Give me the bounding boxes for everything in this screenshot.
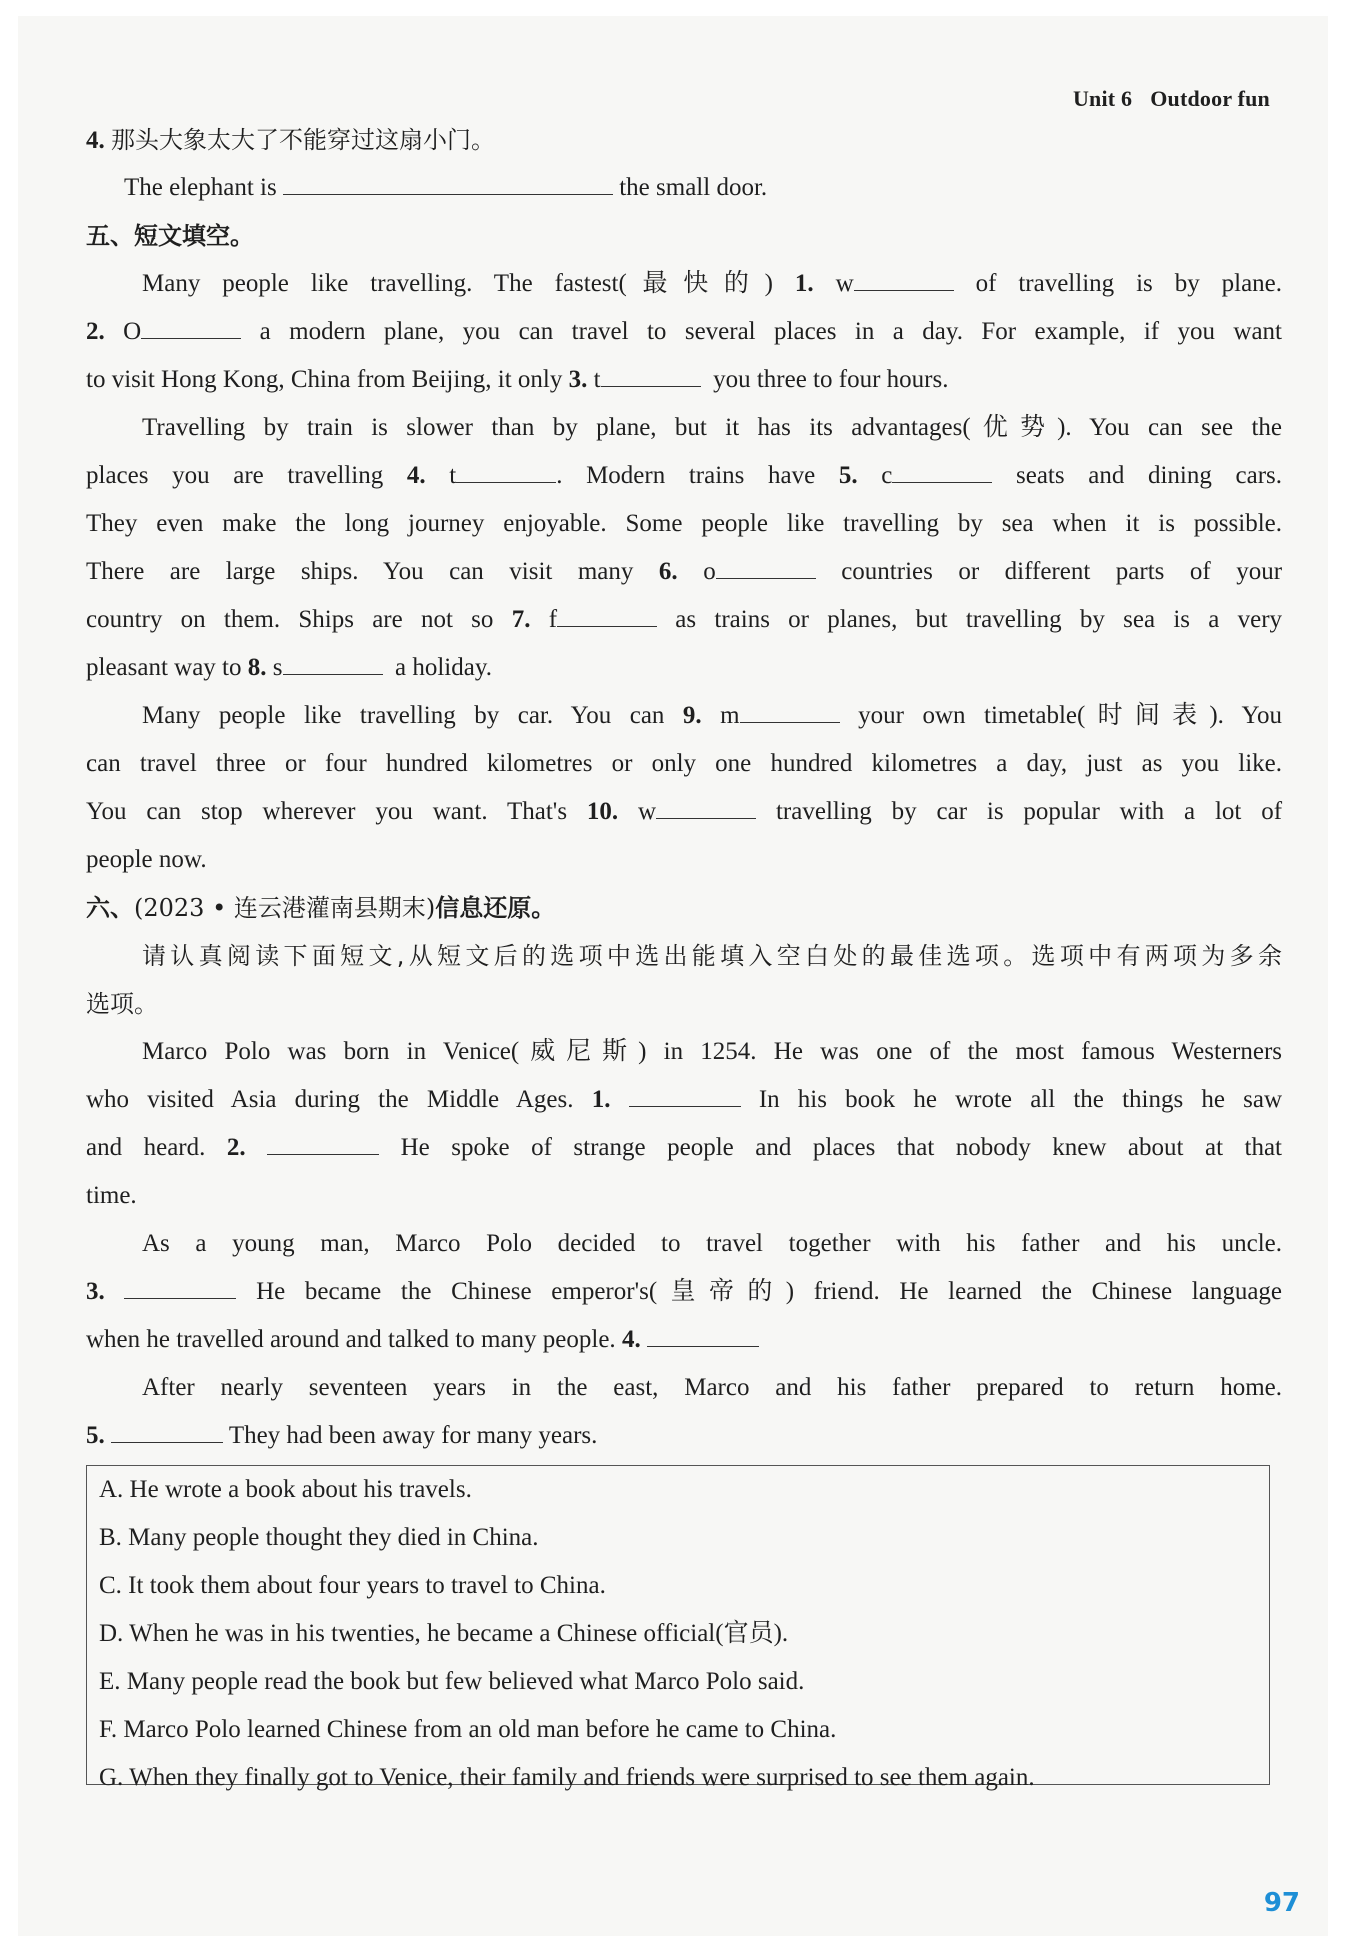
answer-blank[interactable] [456,457,556,483]
passage-line: You can stop wherever you want. That's 10. w travelling by car is popular with a lot of [86,788,1282,836]
passage-line: pleasant way to 8. s a holiday. [86,644,1282,692]
question-number: 4. [86,127,105,154]
passage-line: to visit Hong Kong, China from Beijing, it only 3. t you three to four hours. [86,356,1282,404]
question-4-english: The elephant is the small door. [86,164,1282,212]
chinese-sentence: 那头大象太大了不能穿过这扇小门。 [111,126,495,154]
answer-blank[interactable] [854,265,954,291]
answer-blank[interactable] [740,697,840,723]
passage-line: Many people like travelling by car. You can 9. m your own timetable(时间表). You [86,692,1282,740]
section-6-title: 六、(2023 • 连云港灌南县期末)信息还原。 [86,894,556,922]
passage-line: Many people like travelling. The fastest(最快的) 1. w of travelling is by plane. [86,260,1282,308]
passage-line: There are large ships. You can visit many 6. o countries or different parts of your [86,548,1282,596]
unit-label: Unit 6 [1072,86,1133,111]
passage-line: 3. He became the Chinese emperor's(皇帝的) friend. He learned the Chinese language [86,1268,1282,1316]
instruction-line: 选项。 [86,990,158,1018]
option-e: E. Many people read the book but few believed what Marco Polo said. [99,1668,805,1695]
passage-line: After nearly seventeen years in the east, Marco and his father prepared to return home. [142,1374,1282,1401]
answer-blank[interactable] [892,457,992,483]
passage-line: Travelling by train is slower than by plane, but it has its advantages(优势). You can see the [142,414,1282,441]
answer-blank[interactable] [267,1129,379,1155]
passage-line: Marco Polo was born in Venice(威尼斯) in 1254. He was one of the most famous Westerners [142,1038,1282,1065]
section-5-title: 五、短文填空。 [86,222,254,250]
unit-title: Outdoor fun [1150,86,1270,111]
option-f: F. Marco Polo learned Chinese from an old man before he came to China. [99,1716,837,1743]
passage-line: 2. O a modern plane, you can travel to several places in a day. For example, if you want [86,308,1282,356]
passage-line: and heard. 2. He spoke of strange people and places that nobody knew about at that [86,1124,1282,1172]
answer-blank[interactable] [141,313,241,339]
option-a: A. He wrote a book about his travels. [99,1476,472,1503]
passage-line: 5. They had been away for many years. [86,1412,1282,1460]
passage-line: people now. [86,846,207,873]
exam-source: (2023 • 连云港灌南县期末) [134,894,436,922]
answer-blank[interactable] [111,1417,223,1443]
answer-blank[interactable] [656,793,756,819]
page-number: 97 [1263,1888,1300,1918]
question-4-chinese [86,116,1282,164]
answer-blank[interactable] [283,169,613,195]
answer-blank[interactable] [601,361,701,387]
instruction-line: 请认真阅读下面短文,从短文后的选项中选出能填入空白处的最佳选项。选项中有两项为多余 [142,942,1282,970]
passage-line: can travel three or four hundred kilometres or only one hundred kilometres a day, just as you like. [86,750,1282,777]
passage-line: places you are travelling 4. t . Modern trains have 5. c seats and dining cars. [86,452,1282,500]
option-g: G. When they finally got to Venice, their family and friends were surprised to see them again. [99,1764,1035,1791]
option-c: C. It took them about four years to travel to China. [99,1572,606,1599]
answer-blank[interactable] [124,1273,236,1299]
answer-blank[interactable] [629,1081,741,1107]
options-box [86,1465,1270,1791]
passage-line: time. [86,1182,137,1209]
running-header [1073,86,1270,112]
page-content [86,116,1282,1460]
passage-line: They even make the long journey enjoyable. Some people like travelling by sea when it is possible. [86,510,1282,537]
answer-blank[interactable] [283,649,383,675]
answer-blank[interactable] [557,601,657,627]
passage-line: when he travelled around and talked to many people. 4. [86,1316,1282,1364]
answer-blank[interactable] [716,553,816,579]
answer-blank[interactable] [647,1321,759,1347]
option-b: B. Many people thought they died in China. [99,1524,539,1551]
passage-line: country on them. Ships are not so 7. f as trains or planes, but travelling by sea is a very [86,596,1282,644]
passage-line: As a young man, Marco Polo decided to travel together with his father and his uncle. [142,1230,1282,1257]
option-d: D. When he was in his twenties, he became a Chinese official(官员). [99,1620,789,1647]
passage-line: who visited Asia during the Middle Ages. 1. In his book he wrote all the things he saw [86,1076,1282,1124]
